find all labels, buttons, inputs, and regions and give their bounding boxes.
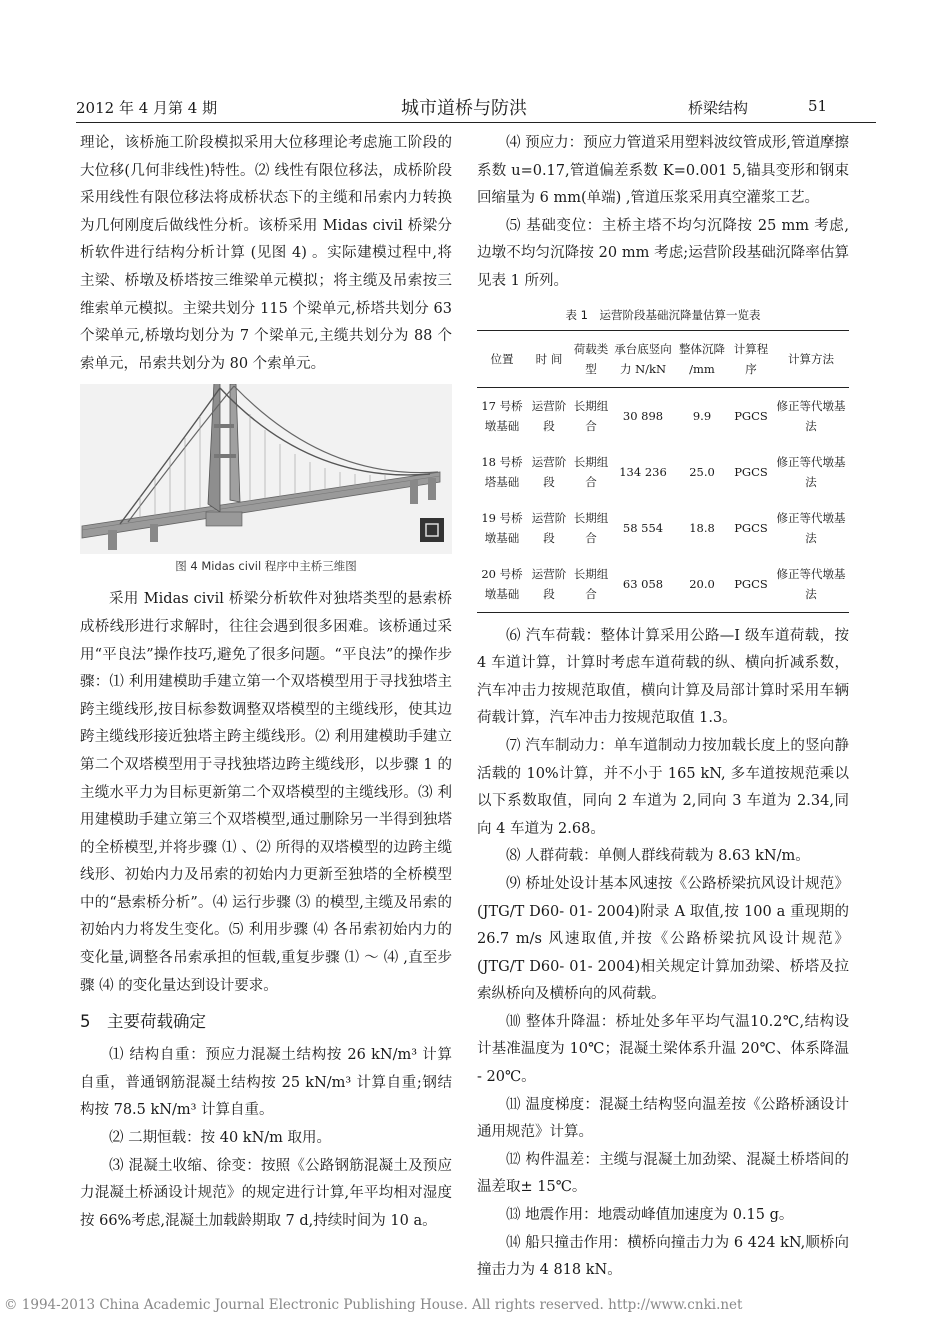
table-row (477, 556, 849, 613)
cell: PGCS (734, 464, 768, 479)
table-row (477, 387, 849, 444)
paragraph-model-description: 理论，该桥施工阶段模拟采用大位移理论考虑施工阶段的大位移(几何非线性)特性。⑵ 线性有限位移法，成桥阶段采用线性有限位移法将成桥状态下的主缆和吊索内力转换为几何刚度后做线性分析。该桥采用 Midas civil 桥梁分析软件进行结构分析计算 (见图 4) 。实际建模过程中,将主梁、桥墩及桥塔按三维梁单元模拟；将主缆及吊索按三维索单元模拟。主梁共划分 115 个梁单元,桥塔共划分 63 个梁单元,桥墩均划分为 7 个梁单元,主缆共划分为 88 个索单元，吊索共划分为 80 个索单元。 (80, 135, 452, 372)
th-vertical-force: 承台底竖向力 N/kN (614, 341, 672, 376)
copyright-footer: © 1994-2013 China Academic Journal Electronic Publishing House. All rights reserved. http://www.cnki.net (4, 1297, 743, 1313)
cell: 9.9 (692, 408, 712, 423)
load-item-4: ⑷ 预应力：预应力管道采用塑料波纹管成形,管道摩擦系数 u=0.17,管道偏差系数 K=0.001 5,锚具变形和钢束回缩量为 6 mm(单端) ,管道压浆采用真空灌浆工艺。 (477, 135, 849, 207)
load-item-11: ⑾ 温度梯度：混凝土结构竖向温差按《公路桥涵设计通用规范》计算。 (477, 1096, 849, 1141)
right-column (477, 130, 849, 1285)
paragraph-pingliang-method: 采用 Midas civil 桥梁分析软件对独塔类型的悬索桥成桥线形进行求解时，往往会遇到很多困难。该桥通过采用“平良法”操作技巧,避免了很多问题。“平良法”的操作步骤：⑴ 利用建模助手建立第一个双塔模型用于寻找独塔主跨主缆线形,按目标参数调整双塔模型的主缆线形，使其边跨主缆线形接近独塔主跨主缆线形。⑵ 利用建模助手建立第二个双塔模型用于寻找独塔边跨主缆线形，以步骤 1 的主缆水平力为目标更新第二个双塔模型的主缆线形。⑶ 利用建模助手建立第三个双塔模型,通过删除另一半得到独塔的全桥模型,并将步骤 ⑴ 、⑵ 所得的双塔模型的边跨主缆线形、初始内力及吊索的初始内力更新至独塔的全桥模型中的“悬索桥分析”。⑷ 运行步骤 ⑶ 的模型,主缆及吊索的初始内力将发生变化。⑸ 利用步骤 ⑷ 各吊索初始内力的变化量,调整各吊索承担的恒载,重复步骤 ⑴ ～ ⑷ ,直至步骤 ⑷ 的变化量达到设计要求。 (80, 591, 452, 994)
cell: 134 236 (619, 464, 667, 479)
cell: 18.8 (689, 520, 715, 535)
load-item-14: ⒁ 船只撞击作用：横桥向撞击力为 6 424 kN,顺桥向撞击力为 4 818 kN。 (477, 1234, 849, 1279)
cell: 30 898 (622, 408, 664, 423)
cell: 19 号桥墩基础 (481, 510, 523, 545)
table-header-row (477, 330, 849, 387)
cell: 运营阶段 (531, 454, 567, 489)
cell: 63 058 (622, 576, 664, 591)
th-load-type: 荷载类型 (573, 341, 609, 376)
cell: 修正等代墩基法 (776, 398, 846, 433)
header-rule (76, 122, 876, 123)
load-item-6: ⑹ 汽车荷载：整体计算采用公路—I 级车道荷载，按 4 车道计算，计算时考虑车道荷载的纵、横向折减系数，汽车冲击力按规范取值，横向计算及局部计算时采用车辆荷载计算，汽车冲击力按规范取值 1.3。 (477, 627, 849, 727)
cell: PGCS (734, 408, 768, 423)
page-number: 51 (808, 97, 828, 115)
cell: 58 554 (622, 520, 664, 535)
table-title: 表 1 运营阶段基础沉降量估算一览表 (565, 307, 761, 322)
running-header (76, 97, 876, 121)
table-row (477, 444, 849, 500)
cell: 修正等代墩基法 (776, 454, 846, 489)
cell: PGCS (734, 576, 768, 591)
section-label: 桥梁结构 (688, 99, 749, 117)
cell: 20.0 (689, 576, 715, 591)
figure-bridge-3d-model (80, 384, 452, 554)
load-item-12: ⑿ 构件温差：主缆与混凝土加劲梁、混凝土桥塔间的温差取± 15℃。 (477, 1151, 849, 1196)
th-time: 时 间 (535, 351, 563, 366)
th-settlement: 整体沉降 /mm (679, 341, 725, 376)
load-item-1: ⑴ 结构自重：预应力混凝土结构按 26 kN/m³ 计算自重，普通钢筋混凝土结构按 25 kN/m³ 计算自重;钢结构按 78.5 kN/m³ 计算自重。 (80, 1047, 452, 1119)
load-item-10: ⑽ 整体升降温：桥址处多年平均气温10.2℃,结构设计基准温度为 10℃；混凝土梁体系升温 20℃、体系降温 - 20℃。 (477, 1013, 849, 1086)
cell: 20 号桥墩基础 (481, 566, 523, 601)
cell: 修正等代墩基法 (776, 510, 846, 545)
cell: 运营阶段 (531, 510, 567, 545)
cell: PGCS (734, 520, 768, 535)
cell: 长期组合 (573, 398, 609, 433)
cell: 长期组合 (573, 510, 609, 545)
cell: 运营阶段 (531, 398, 567, 433)
cell: 17 号桥墩基础 (481, 398, 523, 433)
load-item-3: ⑶ 混凝土收缩、徐变：按照《公路钢筋混凝土及预应力混凝土桥涵设计规范》的规定进行计算,年平均相对湿度按 66%考虑,混凝土加载龄期取 7 d,持续时间为 10 a。 (80, 1157, 452, 1229)
load-item-5: ⑸ 基础变位：主桥主塔不均匀沉降按 25 mm 考虑,边墩不均匀沉降按 20 mm 考虑;运营阶段基础沉降率估算见表 1 所列。 (477, 217, 849, 289)
th-program: 计算程序 (733, 341, 769, 376)
bridge-model-illustration (80, 384, 452, 554)
journal-title: 城市道桥与防洪 (401, 98, 527, 119)
cell: 长期组合 (573, 454, 609, 489)
section-heading-loads: 5 主要荷载确定 (80, 1012, 206, 1032)
th-method: 计算方法 (788, 351, 834, 366)
cell: 25.0 (689, 464, 715, 479)
cell: 长期组合 (573, 566, 609, 601)
load-item-13: ⒀ 地震作用：地震动峰值加速度为 0.15 g。 (506, 1207, 794, 1224)
figure-caption: 图 4 Midas civil 程序中主桥三维图 (175, 559, 357, 574)
load-item-9: ⑼ 桥址处设计基本风速按《公路桥梁抗风设计规范》(JTG/T D60- 01- 2004)附录 A 取值,按 100 a 重现期的 26.7 m/s 风速取值,并按《公路桥梁抗风设计规范》(JTG/T D60- 01- 2004)相关规定计算加劲梁、桥塔及拉索纵桥向及横桥向的风荷载。 (477, 875, 849, 1003)
load-item-7: ⑺ 汽车制动力：单车道制动力按加载长度上的竖向静活载的 10%计算，并不小于 165 kN, 多车道按规范乘以以下系数取值，同向 2 车道为 2,同向 3 车道为 2.34,同向 4 车道为 2.68。 (477, 737, 849, 837)
load-item-8: ⑻ 人群荷载：单侧人群线荷载为 8.63 kN/m。 (506, 848, 810, 865)
issue-date: 2012 年 4 月第 4 期 (76, 99, 218, 117)
left-column (80, 130, 452, 1235)
cell: 运营阶段 (531, 566, 567, 601)
cell: 18 号桥塔基础 (481, 454, 523, 489)
cell: 修正等代墩基法 (776, 566, 846, 601)
load-item-2: ⑵ 二期恒载：按 40 kN/m 取用。 (109, 1130, 331, 1147)
settlement-table (477, 330, 849, 613)
th-location: 位置 (490, 351, 514, 366)
table-row (477, 500, 849, 556)
axis-orientation-icon (420, 518, 444, 542)
